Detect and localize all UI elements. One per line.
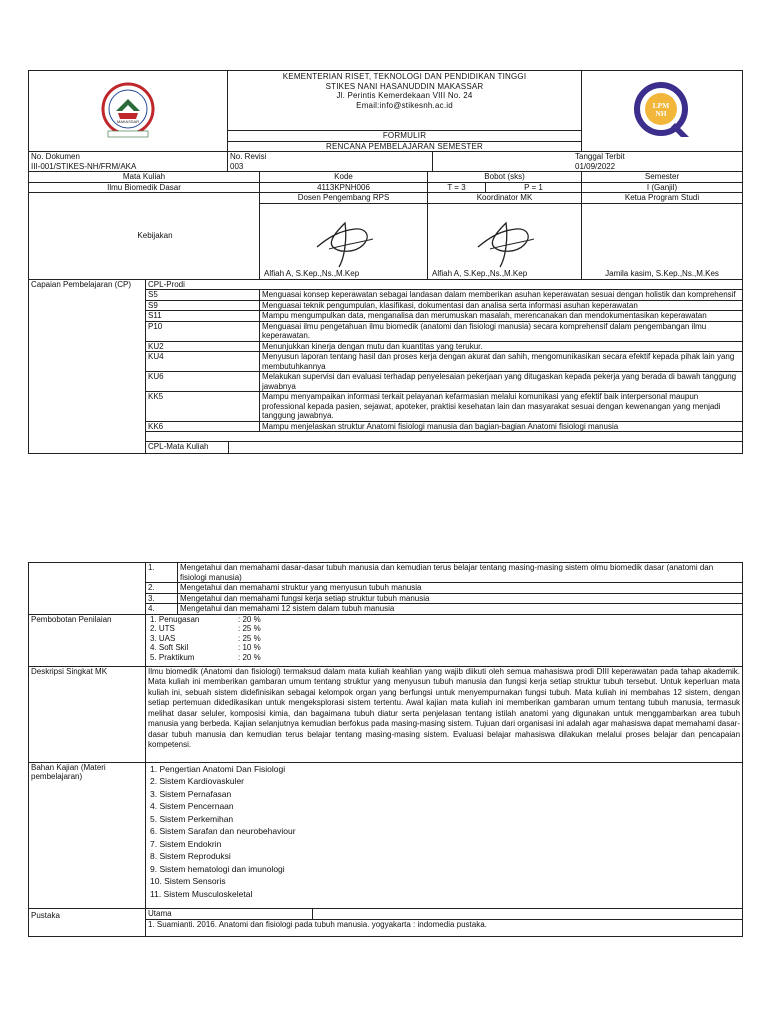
bahan-kajian-item: 2. Sistem Kardiovaskuler	[150, 776, 245, 786]
bahan-kajian-item: 9. Sistem hematologi dan imunologi	[150, 863, 285, 874]
bahan-kajian-item: 1. Pengertian Anatomi Dan Fisiologi	[150, 763, 286, 774]
mata-kuliah-label: Mata Kuliah	[29, 172, 260, 183]
signature-mark	[309, 217, 379, 269]
cp-code: KU4	[146, 352, 260, 372]
cp-text: Mampu menyampaikan informasi terkait pelayanan kefarmasian melalui komunikasi yang efektif baik interpersonal maupun professional kepada pasien, sejawat, apoteker, praktisi kesehatan lain dan masyarakat sesuai dengan kewenangan yang menjadi tanggung jawabnya.	[260, 392, 743, 422]
no-dokumen-label: No. Dokumen	[31, 152, 80, 161]
kebijakan-label: Kebijakan	[29, 193, 260, 280]
cp-code: P10	[146, 321, 260, 341]
penilaian-item: 3. UAS : 25 %	[150, 633, 261, 643]
cpmk-text: Mengetahui dan memahami 12 sistem dalam tubuh manusia	[178, 604, 743, 615]
logo-left-cell	[29, 71, 228, 152]
no-revisi-label: No. Revisi	[230, 152, 267, 161]
cpmk-text: Mengetahui dan memahami fungsi kerja setiap struktur tubuh manusia	[178, 593, 743, 604]
rps-header-table	[28, 70, 743, 454]
dosen-signature-cell	[260, 203, 428, 279]
cp-code: KK5	[146, 392, 260, 422]
cp-code: S9	[146, 300, 260, 311]
bahan-kajian-item: 6. Sistem Sarafan dan neurobehaviour	[150, 826, 296, 836]
cpmk-num: 4.	[146, 604, 178, 615]
penilaian-list	[146, 614, 743, 666]
bahan-kajian-list	[146, 762, 743, 908]
kode-value: 4113KPNH006	[260, 182, 428, 193]
ketua-prodi-label: Ketua Program Studi	[582, 193, 743, 204]
cpmk-empty-cell	[29, 563, 146, 615]
institution-info	[228, 71, 582, 131]
penilaian-item: 2. UTS : 25 %	[150, 624, 261, 633]
pustaka-utama-spacer	[313, 908, 743, 919]
svg-text:LPM: LPM	[652, 100, 670, 110]
dosen-pengembang-label: Dosen Pengembang RPS	[260, 193, 428, 204]
deskripsi-text: Ilmu biomedik (Anatomi dan fisiologi) termaksud dalam mata kuliah keahlian yang wajib diikuti oleh semua mahasiswa prodi DIII keperawatan pada tahap akademik. Mata kuliah ini memberikan gambaran umum tentang struktur yang menyusun tubuh manusia dan fungsi kerja setiap struktur tubuh tersebut. Untuk keperluan mata kuliah ini, sebuah sistem didefinisikan sebagai kelompok organ yang berfungsi untuk menyempurnakan fungsi tubuh. Mata kuliah ini membahas 12 sistem, dengan setiap pertemuan didedikasikan untuk mengeksplorasi sistem tertentu. Awal kajian mata kuliah ini memberikan gambaran umum tentang tubuh manusia, termasuk melihat dasar seluler, komposisi kimia, dan bagaimana tubuh diatur serta penjelasan tentang istilah anatomi yang digunakan untuk menggambarkan area tubuh manusia yang berbeda. Kajian selanjutnya kemudian berfokus pada masing-masing sistem. Tujuan dari organisasi ini adalah agar mahasiswa dapat memahami dasar-dasar tubuh manusia dan kemudian terus belajar tentang masing-masing sistem. Evaluasi belajar mahasiswa dilakukan melalui proses belajar dan pencapaian kompetensi.	[146, 666, 743, 762]
cpmk-num: 3.	[146, 593, 178, 604]
no-dokumen-cell	[29, 152, 228, 172]
cp-text: Menunjukkan kinerja dengan mutu dan kuantitas yang terukur.	[260, 341, 743, 352]
penilaian-item: 4. Soft Skil : 10 %	[150, 643, 261, 652]
lpm-logo	[627, 79, 697, 141]
cp-code: KU2	[146, 341, 260, 352]
cp-code: KU6	[146, 372, 260, 392]
cp-text: Menyusun laporan tentang hasil dan proses kerja dengan akurat dan sahih, mengomunikasikan secara efektif kepada pihak lain yang membutuhkannya	[260, 352, 743, 372]
pustaka-utama-label: Utama	[146, 908, 313, 919]
cpl-prodi-label: CPL-Prodi	[146, 279, 743, 290]
ministry-name: KEMENTERIAN RISET, TEKNOLOGI DAN PENDIDIKAN TINGGI	[282, 72, 527, 81]
mata-kuliah-value: Ilmu Biomedik Dasar	[29, 182, 260, 193]
institution-email: Email:info@stikesnh.ac.id	[356, 100, 453, 110]
tanggal-terbit-label: Tanggal Terbit	[575, 152, 625, 161]
cp-text: Menguasai teknik pengumpulan, klasifikasi, dokumentasi dan analisa serta informasi asuhan keperawatan	[260, 300, 743, 311]
semester-label: Semester	[582, 172, 743, 183]
penilaian-label: Pembobotan Penilaian	[29, 614, 146, 666]
institution-address: Jl. Perintis Kemerdekaan VIII No. 24	[336, 91, 473, 100]
pustaka-item: 1. Suamianti. 2016. Anatomi dan fisiologi pada tubuh manusia. yogyakarta : indomedia pustaka.	[146, 919, 743, 936]
institution-name: STIKES NANI HASANUDDIN MAKASSAR	[325, 81, 484, 91]
tanggal-terbit-value: 01/09/2022	[575, 161, 616, 171]
cpmk-row	[29, 563, 743, 583]
cp-label: Capaian Pembelajaran (CP)	[29, 279, 146, 454]
deskripsi-label: Deskripsi Singkat MK	[29, 666, 146, 762]
cp-text: Mampu mengumpulkan data, menganalisa dan merumuskan masalah, merencanakan dan mendokumentasikan keperawatan	[260, 311, 743, 322]
cp-text: Menguasai konsep keperawatan sebagai landasan dalam memberikan asuhan keperawatan sesuai dengan holistik dan komprehensif	[260, 290, 743, 301]
logo-right-cell	[582, 71, 743, 152]
cp-code: S5	[146, 290, 260, 301]
no-revisi-cell	[228, 152, 433, 172]
bahan-kajian-item: 7. Sistem Endokrin	[150, 838, 222, 849]
cp-code: S11	[146, 311, 260, 322]
logo-left-text: MAKASSAR	[116, 118, 140, 124]
bobot-t-value: T = 3	[428, 182, 486, 193]
cp-text: Melakukan supervisi dan evaluasi terhadap penyelesaian pekerjaan yang ditugaskan kepada pekerja yang berada di bawah tanggung jawabnya	[260, 372, 743, 392]
bobot-p-value: P = 1	[486, 182, 582, 193]
svg-text:NH: NH	[655, 108, 667, 118]
penilaian-item: 5. Praktikum : 20 %	[150, 652, 261, 662]
ketua-name: Jamila kasim, S.Kep.,Ns.,M.Kes	[605, 269, 719, 278]
cpmk-num: 1.	[146, 563, 178, 583]
form-label: FORMULIR	[228, 131, 582, 142]
bahan-kajian-item: 10. Sistem Sensoris	[150, 876, 226, 886]
cpl-mk-cell	[146, 432, 743, 454]
bahan-kajian-item: 4. Sistem Pencernaan	[150, 801, 234, 811]
bahan-kajian-item: 5. Sistem Perkemihan	[150, 813, 234, 824]
pustaka-label: Pustaka	[29, 908, 146, 936]
bahan-kajian-label: Bahan Kajian (Materi pembelajaran)	[29, 762, 146, 908]
tanggal-terbit-cell	[433, 152, 743, 172]
cpl-mk-label: CPL-Mata Kuliah	[146, 442, 229, 453]
institution-logo	[78, 81, 178, 139]
bahan-kajian-item: 3. Sistem Pernafasan	[150, 788, 232, 799]
no-revisi-value: 003	[230, 161, 244, 171]
cpmk-num: 2.	[146, 583, 178, 594]
koordinator-name: Alfiah A, S.Kep.,Ns.,M.Kep	[432, 269, 528, 278]
signature-mark	[470, 217, 540, 269]
kode-label: Kode	[260, 172, 428, 183]
ketua-signature-cell	[582, 203, 743, 279]
cp-code: KK6	[146, 421, 260, 432]
bobot-label: Bobot (sks)	[428, 172, 582, 183]
cpmk-text: Mengetahui dan memahami struktur yang menyusun tubuh manusia	[178, 583, 743, 594]
no-dokumen-value: III-001/STIKES-NH/FRM/AKA	[31, 161, 137, 171]
dosen-name: Alfiah A, S.Kep.,Ns.,M.Kep	[264, 269, 360, 278]
cpmk-text: Mengetahui dan memahami dasar-dasar tubuh manusia dan kemudian terus belajar tentang masing-masing sistem olmu biomedik dasar (anatomi dan fisiologi manusia)	[178, 563, 743, 583]
koordinator-mk-label: Koordinator MK	[428, 193, 582, 204]
cp-text: Mampu menjelaskan struktur Anatomi fisiologi manusia dan bagian-bagian Anatomi fisiologi manusia	[260, 421, 743, 432]
rps-detail-table	[28, 562, 743, 937]
semester-value: I (Ganjil)	[582, 182, 743, 193]
bahan-kajian-item: 8. Sistem Reproduksi	[150, 851, 231, 861]
cp-text: Menguasai ilmu pengetahuan ilmu biomedik (anatomi dan fisiologi manusia) secara komprehensif dalam pengembangan ilmu keperawatan.	[260, 321, 743, 341]
form-title: RENCANA PEMBELAJARAN SEMESTER	[228, 141, 582, 152]
penilaian-item: 1. Penugasan : 20 %	[150, 614, 261, 624]
koordinator-signature-cell	[428, 203, 582, 279]
bahan-kajian-item: 11. Sistem Musculoskeletal	[150, 888, 253, 899]
